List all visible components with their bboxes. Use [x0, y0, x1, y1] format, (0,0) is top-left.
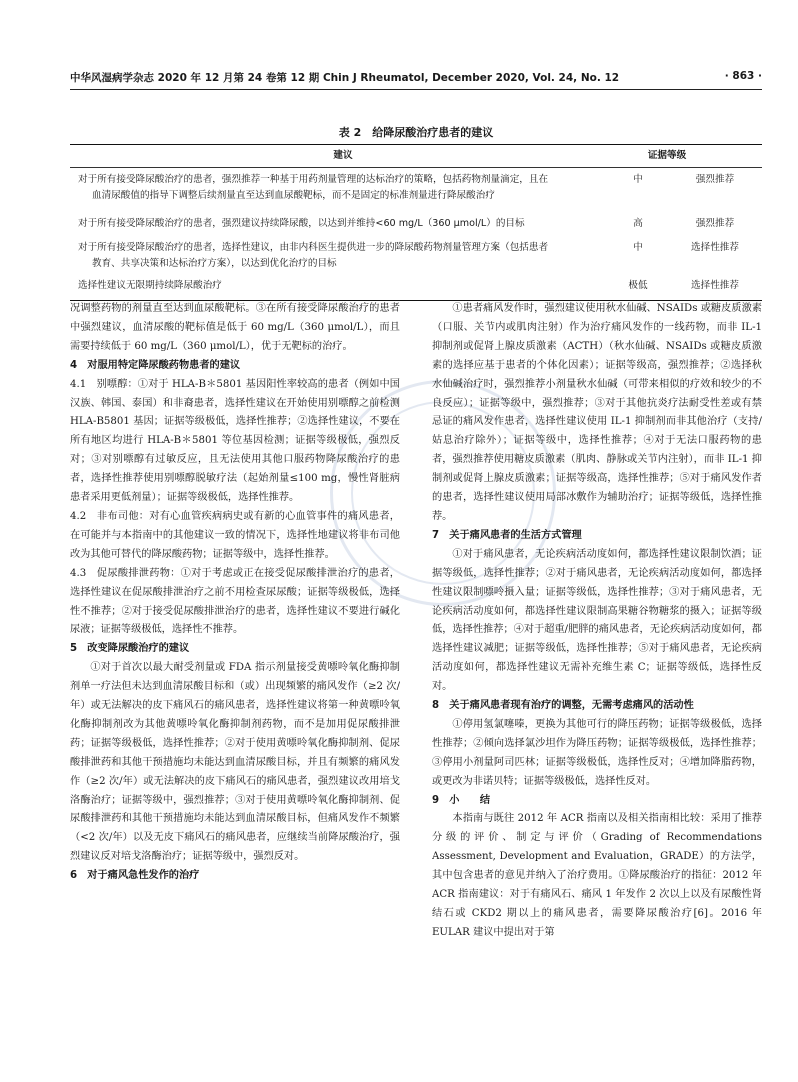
table-header-row — [70, 145, 762, 167]
section-heading: 9 小 结 — [432, 794, 491, 806]
paragraph: ①对于痛风患者，无论疾病活动度如何，都选择性建议限制饮酒；证据等级低，选择性推荐；②对于痛风患者，无论疾病活动度如何，都选择性建议限制嘌呤摄入量；证据等级低，选择性推荐；③对于痛风患者，无论疾病活动度如何，都选择性建议限制高果糖谷物糖浆的摄入；证据等级低，选择性推荐；④对于超重/肥胖的痛风患者，无论疾病活动度如何，都选择性建议减肥；证据等级低，选择性推荐；⑤对于痛风患者，无论疾病活动度如何，都选择性建议无需补充维生素 C；证据等级低，选择性反对。 — [432, 548, 762, 693]
paragraph: 本指南与既往 2012 年 ACR 指南以及相关指南相比较：采用了推荐分级的评价、制定与评价（Grading of Recommendations Assessment, Development and Evaluation，GRADE）的方法学，其中包含患者的意见并纳入了治疗费用。①降尿酸治疗的指征：2012 年 ACR 指南建议：对于有痛风石、痛风 1 年发作 2 次以上以及有尿酸性肾结石或 CKD2 期以上的痛风患者，需要降尿酸治疗[6]。2016 年 EULAR 建议中提出对于第 — [432, 813, 762, 938]
header-recommendation: 建议 — [333, 150, 353, 161]
evidence-level: 极低 — [628, 280, 648, 291]
journal-citation: 中华风湿病学杂志 2020 年 12 月第 24 卷第 12 期 Chin J Rheumatol, December 2020, Vol. 24, No. 12 — [70, 72, 620, 84]
article-body — [70, 300, 762, 1062]
table-row: 选择性建议无限期持续降尿酸治疗 极低 选择性推荐 — [70, 278, 762, 300]
header-rule — [70, 89, 762, 90]
table-row: 对于所有接受降尿酸治疗的患者，强烈推荐一种基于用药剂量管理的达标治疗的策略，包括药物剂量滴定，且在 血清尿酸值的指导下调整后续剂量直至达到血尿酸靶标，而不是固定的标准剂量进行降尿酸治疗 中 强烈推荐 — [70, 168, 762, 210]
recommendation-strength: 强烈推荐 — [695, 174, 735, 185]
recommendation-strength: 选择性推荐 — [691, 242, 739, 253]
running-header — [70, 70, 762, 88]
section-heading: 7 关于痛风患者的生活方式管理 — [432, 529, 582, 541]
section-heading: 4 对服用特定降尿酸药物患者的建议 — [70, 359, 241, 371]
recommendation-strength: 强烈推荐 — [695, 218, 735, 229]
recommendation-table — [70, 144, 762, 301]
evidence-level: 高 — [633, 218, 643, 229]
paragraph: ①停用氢氯噻嗪，更换为其他可行的降压药物；证据等级极低，选择性推荐；②倾向选择氯沙坦作为降压药物；证据等级极低，选择性推荐；③停用小剂量阿司匹林；证据等级极低，选择性反对；④增加降脂药物，或更改为非诺贝特；证据等级极低，选择性反对。 — [432, 718, 762, 787]
evidence-level: 中 — [633, 174, 643, 185]
section-heading: 5 改变降尿酸治疗的建议 — [70, 643, 190, 655]
evidence-level: 中 — [633, 242, 643, 253]
table-row: 对于所有接受降尿酸治疗的患者，强烈建议持续降尿酸，以达到并维持<60 mg/L（360 μmol/L）的目标 高 强烈推荐 — [70, 210, 762, 238]
paragraph: 4.3 促尿酸排泄药物：①对于考虑或正在接受促尿酸排泄治疗的患者，选择性建议在促尿酸排泄治疗之前不用检查尿尿酸；证据等级极低，选择性不推荐；②对于接受促尿酸排泄治疗的患者，选择性建议不要进行碱化尿液；证据等级极低，选择性不推荐。 — [70, 567, 400, 636]
recommendation-strength: 选择性推荐 — [691, 280, 739, 291]
right-column — [432, 300, 762, 1062]
paragraph: 4.1 别嘌醇：①对于 HLA-B＊5801 基因阳性率较高的患者（例如中国汉族、韩国、泰国）和非裔患者，选择性建议在开始使用别嘌醇之前检测 HLA-B5801 基因；证据等级极低，选择性推荐；②选择性建议，不要在所有地区均进行 HLA-B＊5801 等位基因检测；证据等级极低，强烈反对；③对别嘌醇有过敏反应，且无法使用其他口服药物降尿酸治疗的患者，选择性推荐使用别嘌醇脱敏疗法（起始剂量≤100 mg，慢性肾脏病患者采用更低剂量）；证据等级极低，选择性推荐。 — [70, 378, 400, 504]
paragraph: ①患者痛风发作时，强烈建议使用秋水仙碱、NSAIDs 或糖皮质激素（口服、关节内或肌肉注射）作为治疗痛风发作的一线药物，而非 IL-1 抑制剂或促肾上腺皮质激素（ACTH）（秋水仙碱、NSAIDs 或糖皮质激素的选择应基于患者的个体化因素）；证据等级高，强烈推荐；②选择秋水仙碱治疗时，强烈推荐小剂量秋水仙碱（可带来相似的疗效和较少的不良反应）；证据等级中，强烈推荐；③对于其他抗炎疗法耐受性差或有禁忌证的痛风发作患者，选择性建议使用 IL-1 抑制剂而非其他治疗（支持/姑息治疗除外）；证据等级中，选择性推荐；④对于无法口服药物的患者，强烈推荐使用糖皮质激素（肌肉、静脉或关节内注射），而非 IL-1 抑制剂或促肾上腺皮质激素；证据等级高，选择性推荐；⑤对于痛风发作者的患者，选择性建议使用局部冰敷作为辅助治疗；证据等级低，选择性推荐。 — [432, 303, 762, 522]
section-heading: 8 关于痛风患者现有治疗的调整，无需考虑痛风的活动性 — [432, 700, 694, 712]
paragraph: ①对于首次以最大耐受剂量或 FDA 指示剂量接受黄嘌呤氧化酶抑制剂单一疗法但未达到血清尿酸目标和（或）出现频繁的痛风发作（≥2 次/年）或无法解决的皮下痛风石的痛风患者，选择性建议将第一种黄嘌呤氧化酶抑制剂改为其他黄嘌呤氧化酶抑制剂药物，而不是加用促尿酸排泄药；证据等级极低，选择性推荐；②对于使用黄嘌呤氧化酶抑制剂、促尿酸排泄药和其他干预措施均未能达到血清尿酸目标，并且有频繁的痛风发作（≥2 次/年）或无法解决的皮下痛风石的痛风患者，强烈建议改用培戈洛酶治疗；证据等级中，强烈推荐；③对于使用黄嘌呤氧化酶抑制剂、促尿酸排泄药和其他干预措施均未能达到血清尿酸目标，但痛风发作不频繁（<2 次/年）以及无皮下痛风石的痛风患者，应继续当前降尿酸治疗，强烈建议反对培戈洛酶治疗；证据等级中，强烈反对。 — [70, 662, 400, 863]
header-evidence: 证据等级 — [647, 150, 687, 161]
left-column — [70, 300, 400, 1062]
table-row: 对于所有接受降尿酸治疗的患者，选择性建议，由非内科医生提供进一步的降尿酸药物剂量管理方案（包括患者 教育、共享决策和达标治疗方案），以达到优化治疗的目标 中 选择性推荐 — [70, 238, 762, 278]
paragraph: 4.2 非布司他：对有心血管疾病病史或有新的心血管事件的痛风患者，在可能并与本指南中的其他建议一致的情况下，选择性地建议将非布司他改为其他可替代的降尿酸药物；证据等级中，选择性推荐。 — [70, 510, 400, 560]
paragraph: 况调整药物的剂量直至达到血尿酸靶标。③在所有接受降尿酸治疗的患者中强烈建议，血清尿酸的靶标值是低于 60 mg/L（360 μmol/L），而且需要持续低于 60 mg/L（360 μmol/L），优于无靶标的治疗。 — [70, 303, 400, 352]
section-heading: 6 对于痛风急性发作的治疗 — [70, 870, 200, 882]
table-title: 表 2 给降尿酸治疗患者的建议 — [338, 126, 494, 139]
page-number: · 863 · — [724, 70, 762, 82]
